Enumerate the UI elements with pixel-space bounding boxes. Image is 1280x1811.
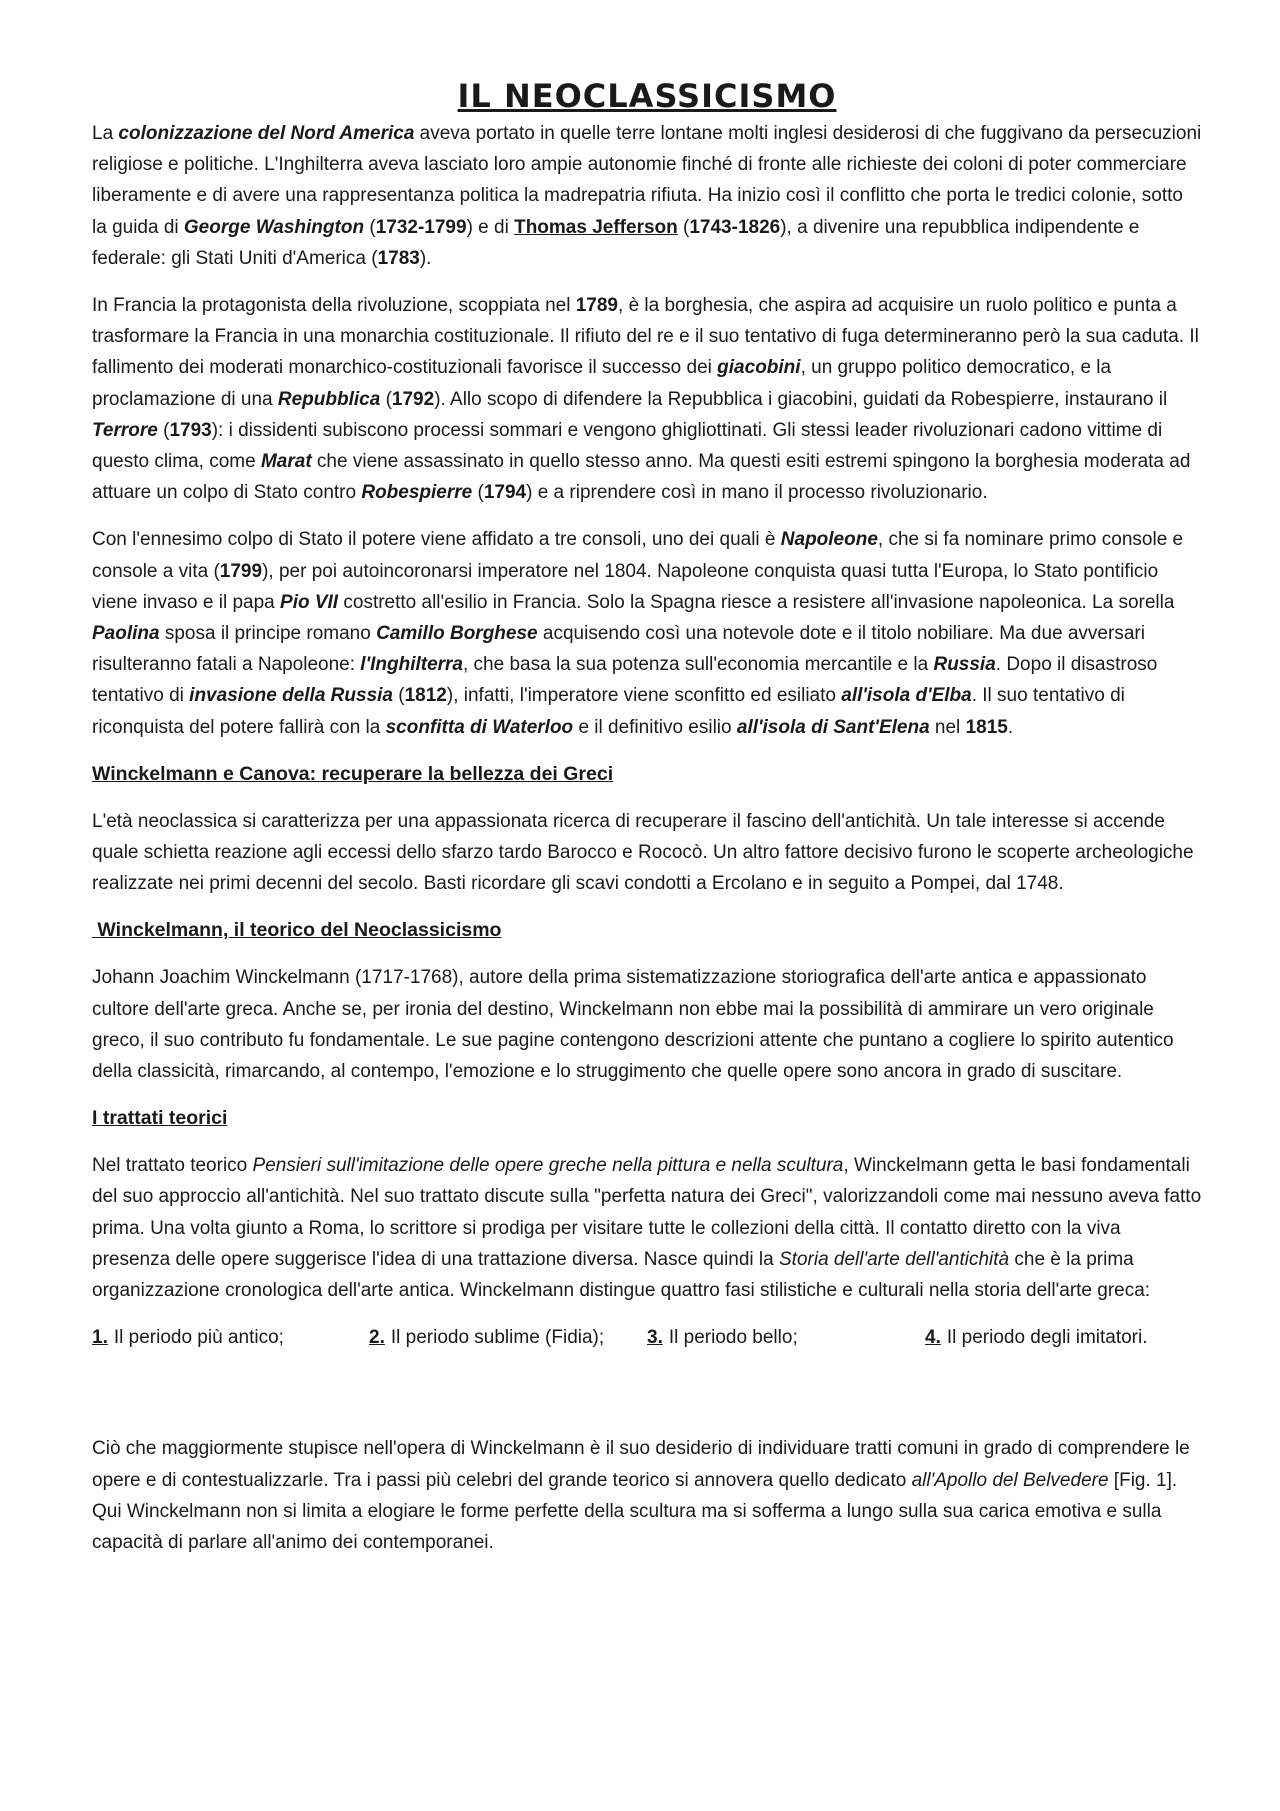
list-item: 4. Il periodo degli imitatori. bbox=[925, 1327, 1148, 1349]
paragraph-napoleon: Con l'ennesimo colpo di Stato il potere viene affidato a tre consoli, uno dei quali è Napoleone, che si fa nominare primo console e console a vita (1799), per poi autoincoronarsi imperatore nel 1804. Napoleone conquista quasi tutta l'Europa, lo Stato pontificio viene invaso e il papa Pio VII costretto all'esilio in Francia. Solo la Spagna riesce a resistere all'invasione napoleonica. La sorella Paolina sposa il principe romano Camillo Borghese acquisendo così una notevole dote e il titolo nobiliare. Ma due avversari risulteranno fatali a Napoleone: l'Inghilterra, che basa la sua potenza sull'economia mercantile e la Russia. Dopo il disastroso tentativo di invasione della Russia (1812), infatti, l'imperatore viene sconfitto ed esiliato all'isola d'Elba. Il suo tentativo di riconquista del potere fallirà con la sconfitta di Waterloo e il definitivo esilio all'isola di Sant'Elena nel 1815. bbox=[92, 529, 1184, 738]
section-heading-winckelmann-canova: Winckelmann e Canova: recuperare la bellezza dei Greci bbox=[92, 762, 614, 785]
document-page bbox=[92, 76, 1202, 1574]
paragraph-neoclassical-age: L'età neoclassica si caratterizza per una appassionata ricerca di recuperare il fascino dell'antichità. Un tale interesse si accende quale schietta reazione agli eccessi dello sfarzo tardo Barocco e Rococò. Un altro fattore decisivo furono le scoperte archeologiche realizzate nei primi decenni del secolo. Basti ricordare gli scavi condotti a Ercolano e in seguito a Pompei, dal 1748. bbox=[92, 810, 1194, 895]
page-title: IL NEOCLASSICISMO bbox=[457, 77, 837, 115]
section-heading-treatises: I trattati teorici bbox=[92, 1107, 228, 1130]
phases-list bbox=[92, 1322, 1202, 1353]
paragraph-treatises: Nel trattato teorico Pensieri sull'imitazione delle opere greche nella pittura e nella scultura, Winckelmann getta le basi fondamentali del suo approccio all'antichità. Nel suo trattato discute sulla "perfetta natura dei Greci", valorizzandoli come mai nessuno aveva fatto prima. Una volta giunto a Roma, lo scrittore si prodiga per visitare tutte le collezioni della città. Il contatto diretto con la viva presenza delle opere suggerisce l'idea di una trattazione diversa. Nasce quindi la Storia dell'arte dell'antichità che è la prima organizzazione cronologica dell'arte antica. Winckelmann distingue quattro fasi stilistiche e culturali nella storia dell'arte greca: bbox=[92, 1155, 1202, 1302]
paragraph-winckelmann-bio: Johann Joachim Winckelmann (1717-1768), autore della prima sistematizzazione storiografica dell'arte antica e appassionato cultore dell'arte greca. Anche se, per ironia del destino, Winckelmann non ebbe mai la possibilità di ammirare un vero originale greco, il suo contributo fu fondamentale. Le sue pagine contengono descrizioni attente che puntano a cogliere lo spirito autentico della classicità, rimarcando, al contempo, l'emozione e lo struggimento che quelle opere sono ancora in grado di suscitare. bbox=[92, 967, 1174, 1083]
paragraph-apollo-belvedere: Ciò che maggiormente stupisce nell'opera di Winckelmann è il suo desiderio di individuare tratti comuni in grado di comprendere le opere e di contestualizzarle. Tra i passi più celebri del grande teorico si annovera quello dedicato all'Apollo del Belvedere [Fig. 1]. Qui Winckelmann non si limita a elogiare le forme perfette della scultura ma si sofferma a lungo sulla sua carica emotiva e sulla capacità di parlare all'animo dei contemporanei. bbox=[92, 1438, 1190, 1553]
section-heading-winckelmann-theorist: Winckelmann, il teorico del Neoclassicismo bbox=[92, 919, 502, 942]
list-item: 1. Il periodo più antico; bbox=[92, 1327, 284, 1349]
paragraph-french-revolution: In Francia la protagonista della rivoluzione, scoppiata nel 1789, è la borghesia, che aspira ad acquisire un ruolo politico e punta a trasformare la Francia in una monarchia costituzionale. Il rifiuto del re e il suo tentativo di fuga determineranno però la sua caduta. Il fallimento dei moderati monarchico-costituzionali favorisce il successo dei giacobini, un gruppo politico democratico, e la proclamazione di una Repubblica (1792). Allo scopo di difendere la Repubblica i giacobini, guidati da Robespierre, instaurano il Terrore (1793): i dissidenti subiscono processi sommari e vengono ghigliottinati. Gli stessi leader rivoluzionari cadono vittime di questo clima, come Marat che viene assassinato in quello stesso anno. Ma questi esiti estremi spingono la borghesia moderata ad attuare un colpo di Stato contro Robespierre (1794) e a riprendere così in mano il processo rivoluzionario. bbox=[92, 295, 1199, 504]
paragraph-colonies: La colonizzazione del Nord America aveva portato in quelle terre lontane molti inglesi desiderosi di che fuggivano da persecuzioni religiose e politiche. L'Inghilterra aveva lasciato loro ampie autonomie finché di fronte alle richieste dei coloni di poter commerciare liberamente e di avere una rappresentanza politica la madrepatria rifiuta. Ha inizio così il conflitto che porta le tredici colonie, sotto la guida di George Washington (1732-1799) e di Thomas Jefferson (1743-1826), a divenire una repubblica indipendente e federale: gli Stati Uniti d'America (1783). bbox=[92, 123, 1202, 269]
list-item: 3. Il periodo bello; bbox=[647, 1327, 798, 1349]
list-item: 2. Il periodo sublime (Fidia); bbox=[369, 1327, 605, 1349]
